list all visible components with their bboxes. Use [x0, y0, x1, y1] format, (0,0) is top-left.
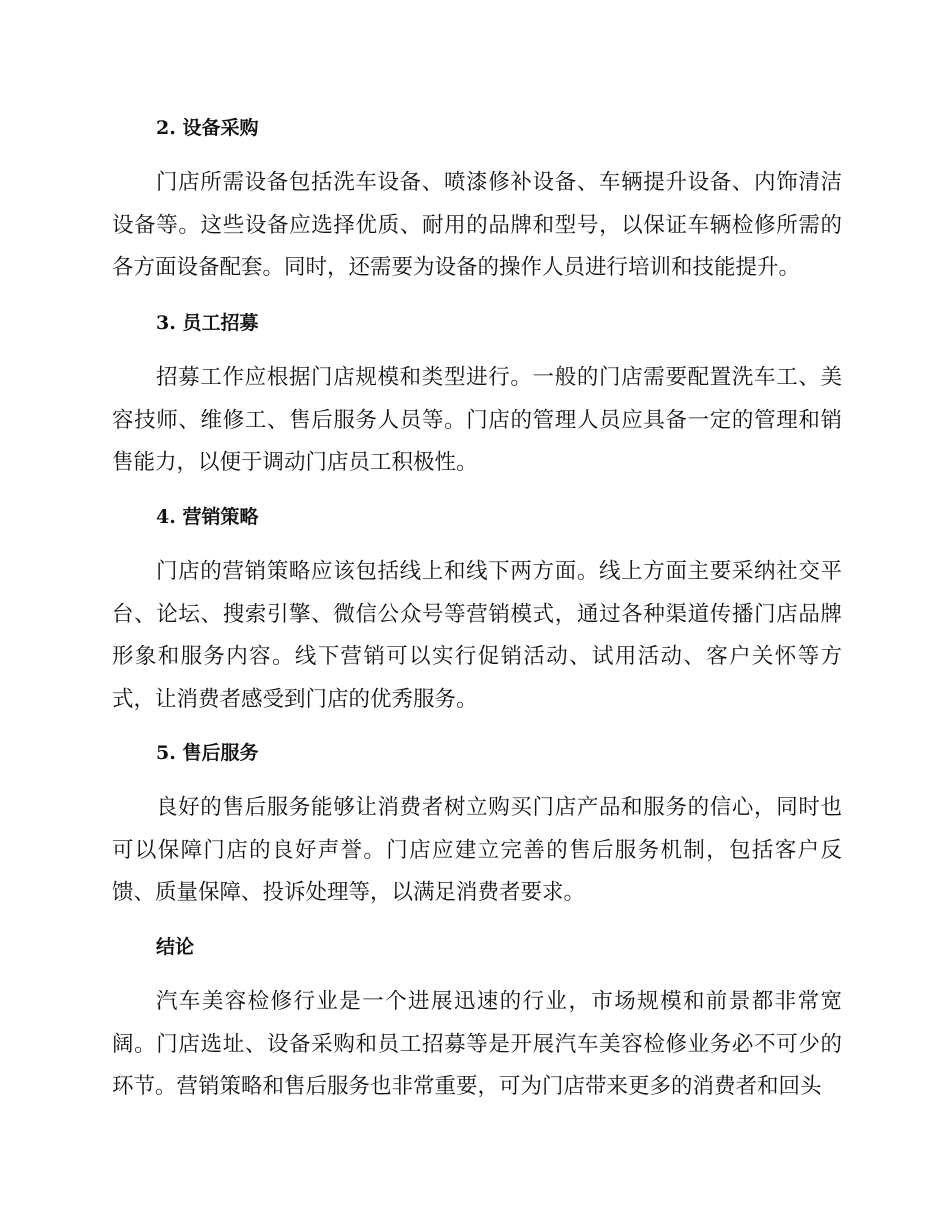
section-heading-marketing-strategy: 4. 营销策略 — [156, 506, 259, 528]
section-body-staff-recruitment: 招募工作应根据门店规模和类型进行。一般的门店需要配置洗车工、美容技师、维修工、售后服务人员等。门店的管理人员应具备一定的管理和销售能力，以便于调动门店员工积极性。 — [112, 365, 842, 475]
section-heading-staff-recruitment: 3. 员工招募 — [156, 312, 259, 334]
section-heading-conclusion: 结论 — [156, 936, 195, 958]
section-heading-after-sales-service: 5. 售后服务 — [156, 742, 259, 764]
section-body-after-sales-service: 良好的售后服务能够让消费者树立购买门店产品和服务的信心，同时也可以保障门店的良好声誉。门店应建立完善的售后服务机制，包括客户反馈、质量保障、投诉处理等，以满足消费者要求。 — [112, 795, 842, 905]
section-body-marketing-strategy: 门店的营销策略应该包括线上和线下两方面。线上方面主要采纳社交平台、论坛、搜索引擎、微信公众号等营销模式，通过各种渠道传播门店品牌形象和服务内容。线下营销可以实行促销活动、试用活动、客户关怀等方式，让消费者感受到门店的优秀服务。 — [112, 559, 842, 712]
section-body-conclusion: 汽车美容检修行业是一个进展迅速的行业，市场规模和前景都非常宽阔。门店选址、设备采购和员工招募等是开展汽车美容检修业务必不可少的环节。营销策略和售后服务也非常重要，可为门店带来更多的消费者和回头 — [112, 989, 842, 1099]
section-heading-equipment-purchase: 2. 设备采购 — [156, 117, 259, 139]
section-body-equipment-purchase: 门店所需设备包括洗车设备、喷漆修补设备、车辆提升设备、内饰清洁设备等。这些设备应选择优质、耐用的品牌和型号，以保证车辆检修所需的各方面设备配套。同时，还需要为设备的操作人员进行培训和技能提升。 — [112, 170, 842, 280]
